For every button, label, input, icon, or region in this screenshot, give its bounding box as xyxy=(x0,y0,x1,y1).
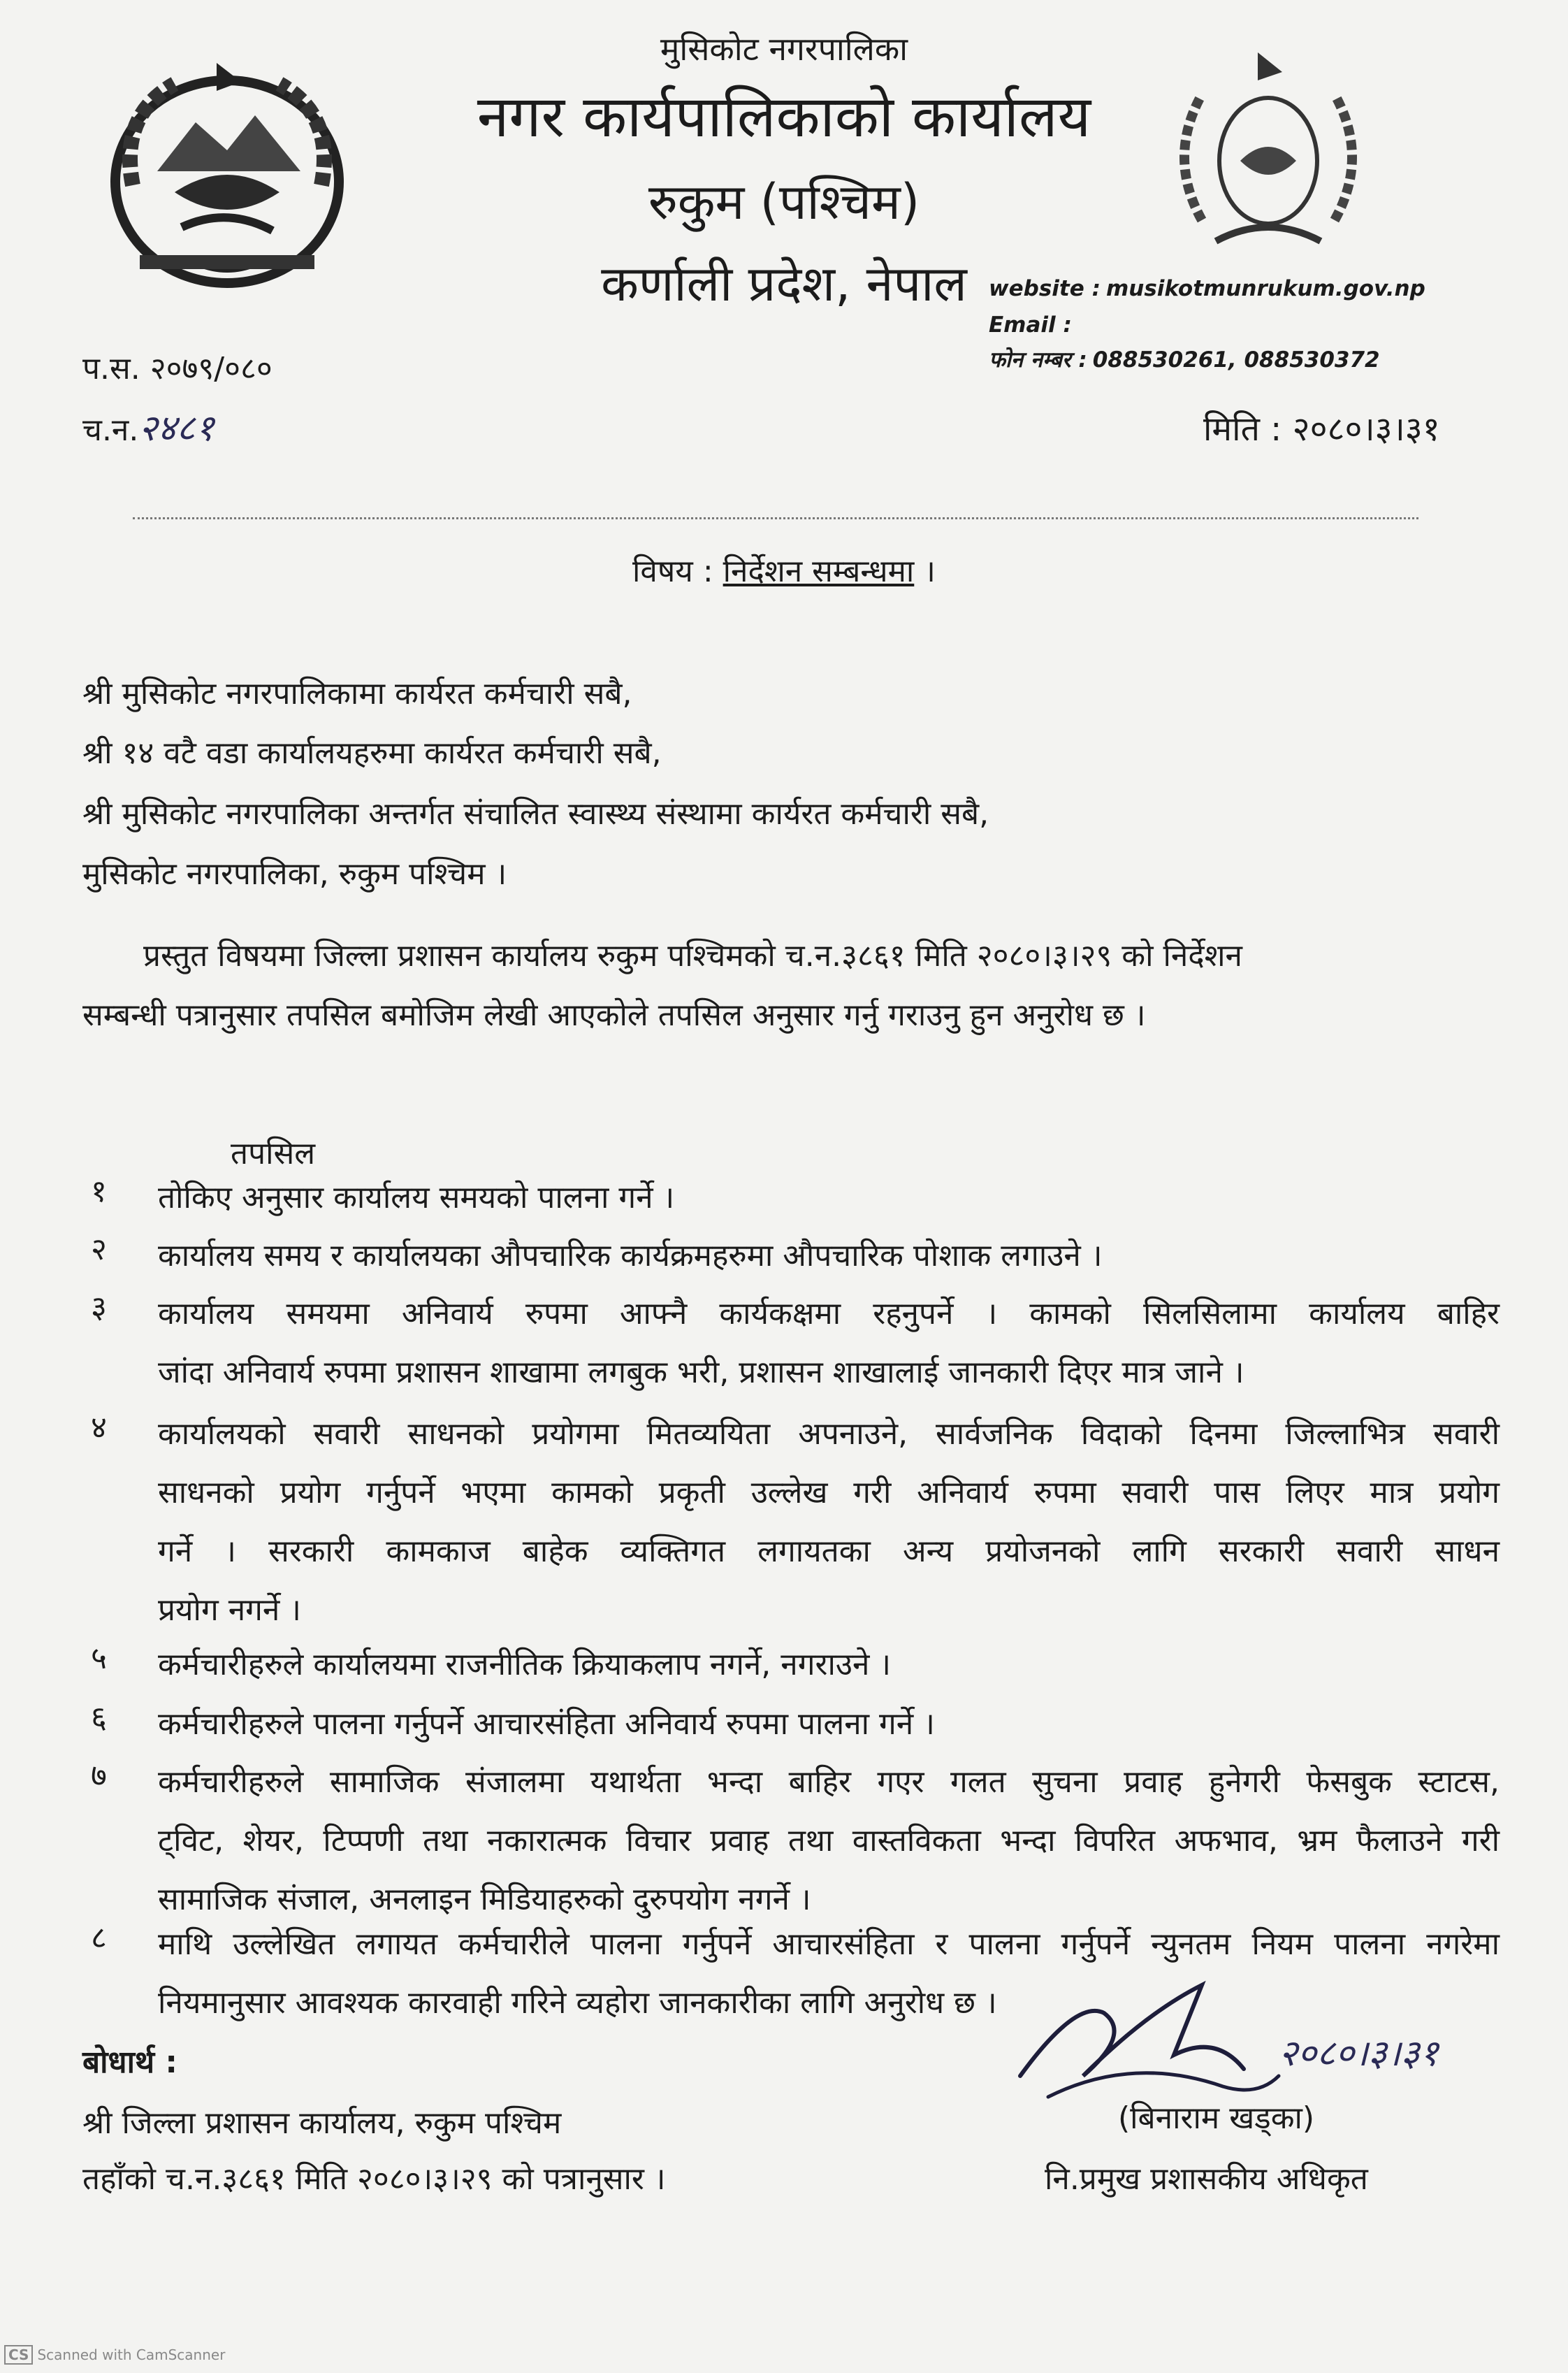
item-text: गर्ने । सरकारी कामकाज बाहेक व्यक्तिगत लगायतका अन्य प्रयोजनको लागि सरकारी सवारी साधन xyxy=(158,1534,1500,1569)
item-text: कार्यालयको सवारी साधनको प्रयोगमा मितव्ययिता अपनाउने, सार्वजनिक विदाको दिनमा जिल्लाभित्र सवारी xyxy=(158,1416,1500,1452)
government-emblem-logo xyxy=(1153,38,1384,259)
item-text: ट्विट, शेयर, टिप्पणी तथा नकारात्मक विचार प्रवाह तथा वास्तविकता भन्दा विपरित अफभाव, भ्रम फैलाउने गरी xyxy=(158,1823,1500,1859)
item-text: कर्मचारीहरुले पालना गर्नुपर्ने आचारसंहिता अनिवार्य रुपमा पालना गर्ने । xyxy=(158,1706,935,1742)
district-name: रुकुम (पश्चिम) xyxy=(648,173,920,231)
email-line xyxy=(989,312,1077,338)
scanner-watermark xyxy=(4,2345,225,2365)
signature-date: २०८०।३।३१ xyxy=(1279,2033,1439,2075)
signatory-name: (बिनाराम खड्का) xyxy=(1118,2100,1315,2136)
item-text: सामाजिक संजाल, अनलाइन मिडियाहरुको दुरुपयोग नगर्ने । xyxy=(158,1882,811,1917)
subject-line xyxy=(0,549,1568,591)
item-number: ६ xyxy=(91,1700,107,1736)
dispatch-number xyxy=(82,402,215,452)
date-label: मिति : xyxy=(1203,410,1282,449)
website-label: website : xyxy=(989,276,1101,301)
addressee-line: श्री मुसिकोट नगरपालिकामा कार्यरत कर्मचारी सबै, xyxy=(82,676,632,712)
addressee-line: मुसिकोट नगरपालिका, रुकुम पश्चिम । xyxy=(82,856,507,892)
email-label: Email : xyxy=(989,312,1072,338)
item-text: माथि उल्लेखित लगायत कर्मचारीले पालना गर्नुपर्ने आचारसंहिता र पालना गर्नुपर्ने न्युनतम नियम पालना नगरेमा xyxy=(158,1926,1500,1962)
cc-label: बोधार्थ : xyxy=(82,2044,178,2080)
website-value[interactable]: musikotmunrukum.gov.np xyxy=(1105,276,1425,301)
item-text: नियमानुसार आवश्यक कारवाही गरिने व्यहोरा जानकारीका लागि अनुरोध छ । xyxy=(158,1985,997,2021)
cn-value: २४८१ xyxy=(138,407,215,449)
municipality-name: मुसिकोट नगरपालिका xyxy=(660,30,908,68)
ps-value: २०७९/०८० xyxy=(150,351,273,387)
letter-date xyxy=(1203,405,1440,451)
ps-label: प.स. xyxy=(82,351,140,387)
item-number: ५ xyxy=(91,1640,107,1676)
scanner-text: Scanned with CamScanner xyxy=(37,2346,226,2363)
addressee-line: श्री मुसिकोट नगरपालिका अन्तर्गत संचालित स्वास्थ्य संस्थामा कार्यरत कर्मचारी सबै, xyxy=(82,796,989,832)
item-text: साधनको प्रयोग गर्नुपर्ने भएमा कामको प्रकृती उल्लेख गरी अनिवार्य रुपमा सवारी पास लिएर मात्र प्रयोग xyxy=(158,1475,1500,1510)
subject-label: विषय : xyxy=(632,554,713,589)
office-title: नगर कार्यपालिकाको कार्यालय xyxy=(477,84,1091,150)
camscanner-icon: CS xyxy=(4,2345,33,2365)
phone-line xyxy=(989,345,1380,374)
body-line: प्रस्तुत विषयमा जिल्ला प्रशासन कार्यालय रुकुम पश्चिमको च.न.३८६१ मिति २०८०।३।२९ को निर्देशन xyxy=(143,938,1242,974)
cc-recipient: श्री जिल्ला प्रशासन कार्यालय, रुकुम पश्चिम xyxy=(82,2105,562,2141)
item-text: प्रयोग नगर्ने । xyxy=(158,1592,301,1628)
body-line: सम्बन्धी पत्रानुसार तपसिल बमोजिम लेखी आएकोले तपसिल अनुसार गर्नु गराउनु हुन अनुरोध छ । xyxy=(82,997,1146,1033)
item-text: कार्यालय समयमा अनिवार्य रुपमा आफ्नै कार्यकक्षमा रहनुपर्ने । कामको सिलसिलामा कार्यालय बाहिर xyxy=(158,1296,1500,1332)
item-text: कर्मचारीहरुले सामाजिक संजालमा यथार्थता भन्दा बाहिर गएर गलत सुचना प्रवाह हुनेगरी फेसबुक स्टाटस, xyxy=(158,1764,1500,1800)
date-value: २०८०।३।३१ xyxy=(1292,410,1440,449)
phone-value: 088530261, 088530372 xyxy=(1092,347,1380,373)
item-number: ७ xyxy=(91,1758,107,1794)
phone-label: फोन नम्बर : xyxy=(989,347,1087,373)
item-text: कार्यालय समय र कार्यालयका औपचारिक कार्यक्रमहरुमा औपचारिक पोशाक लगाउने । xyxy=(158,1238,1103,1274)
item-number: २ xyxy=(91,1232,107,1267)
tapasil-heading: तपसिल xyxy=(231,1136,316,1171)
cc-reference: तहाँको च.न.३८६१ मिति २०८०।३।२९ को पत्रानुसार । xyxy=(82,2161,666,2197)
subject-text: निर्देशन सम्बन्धमा xyxy=(723,554,915,589)
subject-end: । xyxy=(924,554,936,589)
item-number: १ xyxy=(91,1174,107,1209)
province-name: कर्णाली प्रदेश, नेपाल xyxy=(601,255,967,312)
item-text: कर्मचारीहरुले कार्यालयमा राजनीतिक क्रियाकलाप नगर्ने, नगराउने । xyxy=(158,1647,892,1682)
item-text: तोकिए अनुसार कार्यालय समयको पालना गर्ने । xyxy=(158,1180,675,1216)
fiscal-year-ref xyxy=(82,346,273,388)
signatory-title: नि.प्रमुख प्रशासकीय अधिकृत xyxy=(1045,2161,1368,2197)
addressee-line: श्री १४ वटै वडा कार्यालयहरुमा कार्यरत कर्मचारी सबै, xyxy=(82,735,662,771)
item-text: जांदा अनिवार्य रुपमा प्रशासन शाखामा लगबुक भरी, प्रशासन शाखालाई जानकारी दिएर मात्र जाने । xyxy=(158,1355,1244,1390)
website-line xyxy=(989,276,1425,301)
item-number: ३ xyxy=(91,1290,107,1325)
header-divider xyxy=(133,517,1418,519)
item-number: ४ xyxy=(91,1410,107,1445)
item-number: ८ xyxy=(91,1920,107,1956)
cn-label: च.न. xyxy=(82,412,139,448)
